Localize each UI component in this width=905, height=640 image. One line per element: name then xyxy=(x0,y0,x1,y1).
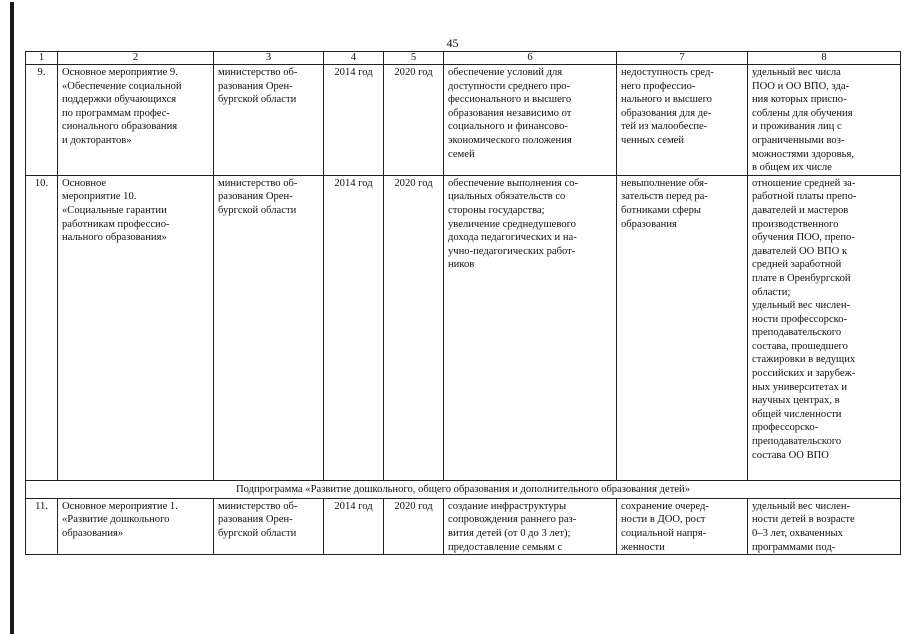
column-header: 6 xyxy=(444,52,617,65)
column-header: 5 xyxy=(384,52,444,65)
related-indicators: удельный вес числен- ности детей в возрасте 0–3 лет, охваченных программами под- xyxy=(748,498,901,554)
column-header: 7 xyxy=(617,52,748,65)
program-measures-table xyxy=(25,51,901,555)
row-number: 9. xyxy=(26,65,58,176)
measure-name: Основное мероприятие 1. «Развитие дошкольного образования» xyxy=(58,498,214,554)
non-implementation-consequences: сохранение очеред- ности в ДОО, рост социальной напря- женности xyxy=(617,498,748,554)
column-header: 2 xyxy=(58,52,214,65)
measure-name: Основное мероприятие 9. «Обеспечение социальной поддержки обучающихся по программам профес- сионального образования и докторантов» xyxy=(58,65,214,176)
table-row xyxy=(26,65,901,176)
column-header: 1 xyxy=(26,52,58,65)
related-indicators: отношение средней за- работной платы препо- давателей и мастеров производственного обучения ПОО, препо- давателей ОО ВПО к средней заработной плате в Оренбургской области; удельный вес числен- ности профессорско- преподавательского состава, прошедшего стажировки в ведущих российских и зарубеж- ных университетах и научных центрах, в общей численности профессорско- преподавательского состава ОО ВПО xyxy=(748,175,901,480)
start-year: 2014 год xyxy=(324,175,384,480)
end-year: 2020 год xyxy=(384,175,444,480)
related-indicators: удельный вес числа ПОО и ОО ВПО, зда- ния которых приспо- соблены для обучения и проживания лиц с ограниченными воз- можностями здоровья, в общем их числе xyxy=(748,65,901,176)
responsible-executor: министерство об- разования Орен- бургской области xyxy=(214,175,324,480)
page-number: 45 xyxy=(446,36,459,50)
subprogram-row xyxy=(26,480,901,498)
expected-result: создание инфраструктуры сопровождения раннего раз- вития детей (от 0 до 3 лет); предоставление семьям с xyxy=(444,498,617,554)
end-year: 2020 год xyxy=(384,65,444,176)
subprogram-title: Подпрограмма «Развитие дошкольного, общего образования и дополнительного образования детей» xyxy=(26,480,901,498)
row-number: 10. xyxy=(26,175,58,480)
end-year: 2020 год xyxy=(384,498,444,554)
row-number: 11. xyxy=(26,498,58,554)
column-header: 3 xyxy=(214,52,324,65)
expected-result: обеспечение условий для доступности среднего про- фессионального и высшего образования независимо от социального и финансово- экономического положения семей xyxy=(444,65,617,176)
start-year: 2014 год xyxy=(324,65,384,176)
responsible-executor: министерство об- разования Орен- бургской области xyxy=(214,65,324,176)
table-row xyxy=(26,175,901,480)
responsible-executor: министерство об- разования Орен- бургской области xyxy=(214,498,324,554)
non-implementation-consequences: недоступность сред- него профессио- нального и высшего образования для де- тей из малообеспе- ченных семей xyxy=(617,65,748,176)
column-number-row xyxy=(26,52,901,65)
column-header: 4 xyxy=(324,52,384,65)
table-row xyxy=(26,498,901,554)
expected-result: обеспечение выполнения со- циальных обязательств со стороны государства; увеличение среднедушевого дохода педагогических и на- учно-педагогических работ- ников xyxy=(444,175,617,480)
binding-edge-line xyxy=(10,2,14,634)
column-header: 8 xyxy=(748,52,901,65)
start-year: 2014 год xyxy=(324,498,384,554)
measure-name: Основное мероприятие 10. «Социальные гарантии работникам профессио- нального образования» xyxy=(58,175,214,480)
non-implementation-consequences: невыполнение обя- зательств перед ра- ботниками сферы образования xyxy=(617,175,748,480)
